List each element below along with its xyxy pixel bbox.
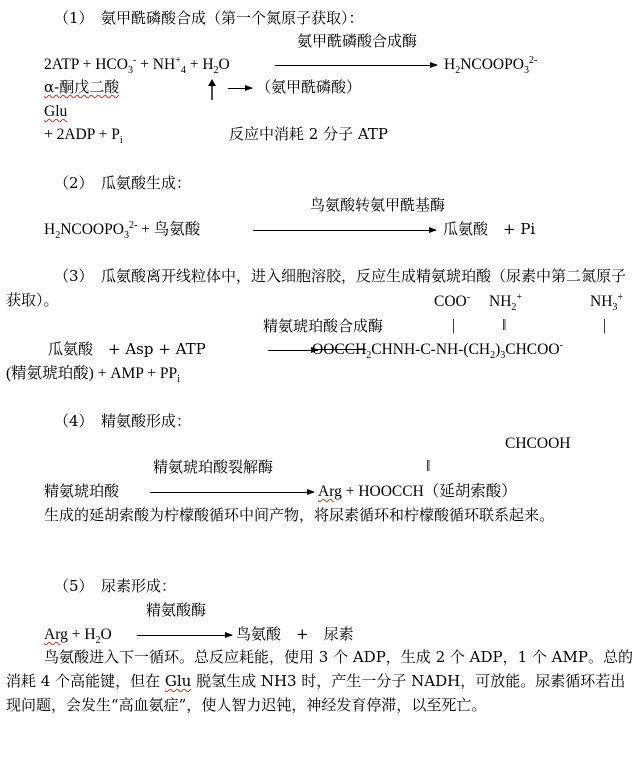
- enzyme-label-5: 精氨酸酶: [146, 601, 207, 619]
- bond-double-4: ‖: [426, 458, 431, 475]
- reaction-2-reactants: $H_2NCOOPO_3^{2-}$ + 鸟氨酸: [44, 219, 201, 242]
- coo-group: COO-: [434, 291, 471, 310]
- side-arrow: [228, 88, 252, 89]
- alpha-ketoglutarate: α-酮戊二酸: [44, 78, 120, 96]
- enzyme-label-4: 精氨琥珀酸裂解酶: [153, 458, 274, 476]
- reaction-1-byproducts: + $2ADP + P_i$: [44, 126, 123, 147]
- reaction-4-product: Arg + HOOCCH（延胡索酸）: [318, 483, 517, 500]
- enzyme-label-3: 精氨琥珀酸合成酶: [263, 317, 384, 335]
- glu-label: Glu: [44, 103, 68, 120]
- reaction-5-product: 鸟氨酸 + 尿素: [236, 625, 354, 643]
- reaction-arrow-2: [253, 230, 436, 231]
- reaction-4-reactant: 精氨琥珀酸: [44, 482, 120, 500]
- section-4-heading: （4） 精氨酸形成：: [54, 412, 192, 430]
- enzyme-label-2: 鸟氨酸转氨甲酰基酶: [310, 196, 446, 214]
- nh2-group: $NH_2^+$: [489, 291, 523, 314]
- section-5-paragraph: 鸟氨酸进入下一循环。总反应耗能，使用 3 个 ADP，生成 2 个 ADP，1 个 AMP。总的消耗 4 个高能键，但在 Glu 脱氢生成 NH3 时，产生一分子 NADH，可放能。尿素循环若出现问题，会发生“高血氨症”，使人智力迟钝，神经发育停滞，以至死亡。: [6, 648, 633, 714]
- reaction-arrow-1: [275, 65, 437, 66]
- bond-double: ‖: [502, 317, 507, 334]
- chcooh-group: CHCOOH: [505, 435, 571, 452]
- section-1-heading: （1） 氨甲酰磷酸合成（第一个氮原子获取）：: [54, 9, 364, 27]
- section-3-paragraph: （3） 瓜氨酸离开线粒体中，进入细胞溶胶，反应生成精氨琥珀酸（尿素中第二氮原子获取）。: [6, 267, 627, 309]
- section-2-heading: （2） 瓜氨酸生成：: [54, 174, 192, 192]
- argininosuccinate-formula: $OOCCH_2CHNH-C-NH-(CH_2)_3CHCOO^-$: [312, 339, 563, 362]
- reaction-1-product: $H_2NCOOPO_3^{2-}$: [444, 54, 538, 77]
- reaction-3-products: (精氨琥珀酸) + AMP + $PP_i$: [6, 365, 180, 386]
- section-4-paragraph: 生成的延胡索酸为柠檬酸循环中间产物，将尿素循环和柠檬酸循环联系起来。: [44, 506, 555, 524]
- bond-single-1: |: [452, 317, 456, 334]
- reaction-5-reactants: Arg + $H_2O$: [44, 626, 112, 647]
- side-product: （氨甲酰磷酸）: [256, 78, 362, 96]
- reaction-arrow-5: [137, 635, 232, 636]
- reaction-arrow-3: [268, 350, 318, 351]
- section-5-heading: （5） 尿素形成：: [54, 577, 177, 595]
- atp-note: 反应中消耗 2 分子 ATP: [229, 125, 388, 143]
- bond-single-2: |: [603, 317, 607, 334]
- reaction-1-reactants: $2ATP + HCO_3^- + NH^+_4 + H_2O$: [44, 54, 230, 77]
- up-arrow-icon: [205, 79, 219, 101]
- enzyme-label-1: 氨甲酰磷酸合成酶: [297, 32, 418, 50]
- nh3-group: $NH_3^+$: [590, 291, 624, 314]
- reaction-3-reactants: 瓜氨酸 + Asp + ATP: [48, 340, 206, 358]
- reaction-2-product: 瓜氨酸 + Pi: [443, 220, 536, 238]
- reaction-arrow-4: [150, 492, 314, 493]
